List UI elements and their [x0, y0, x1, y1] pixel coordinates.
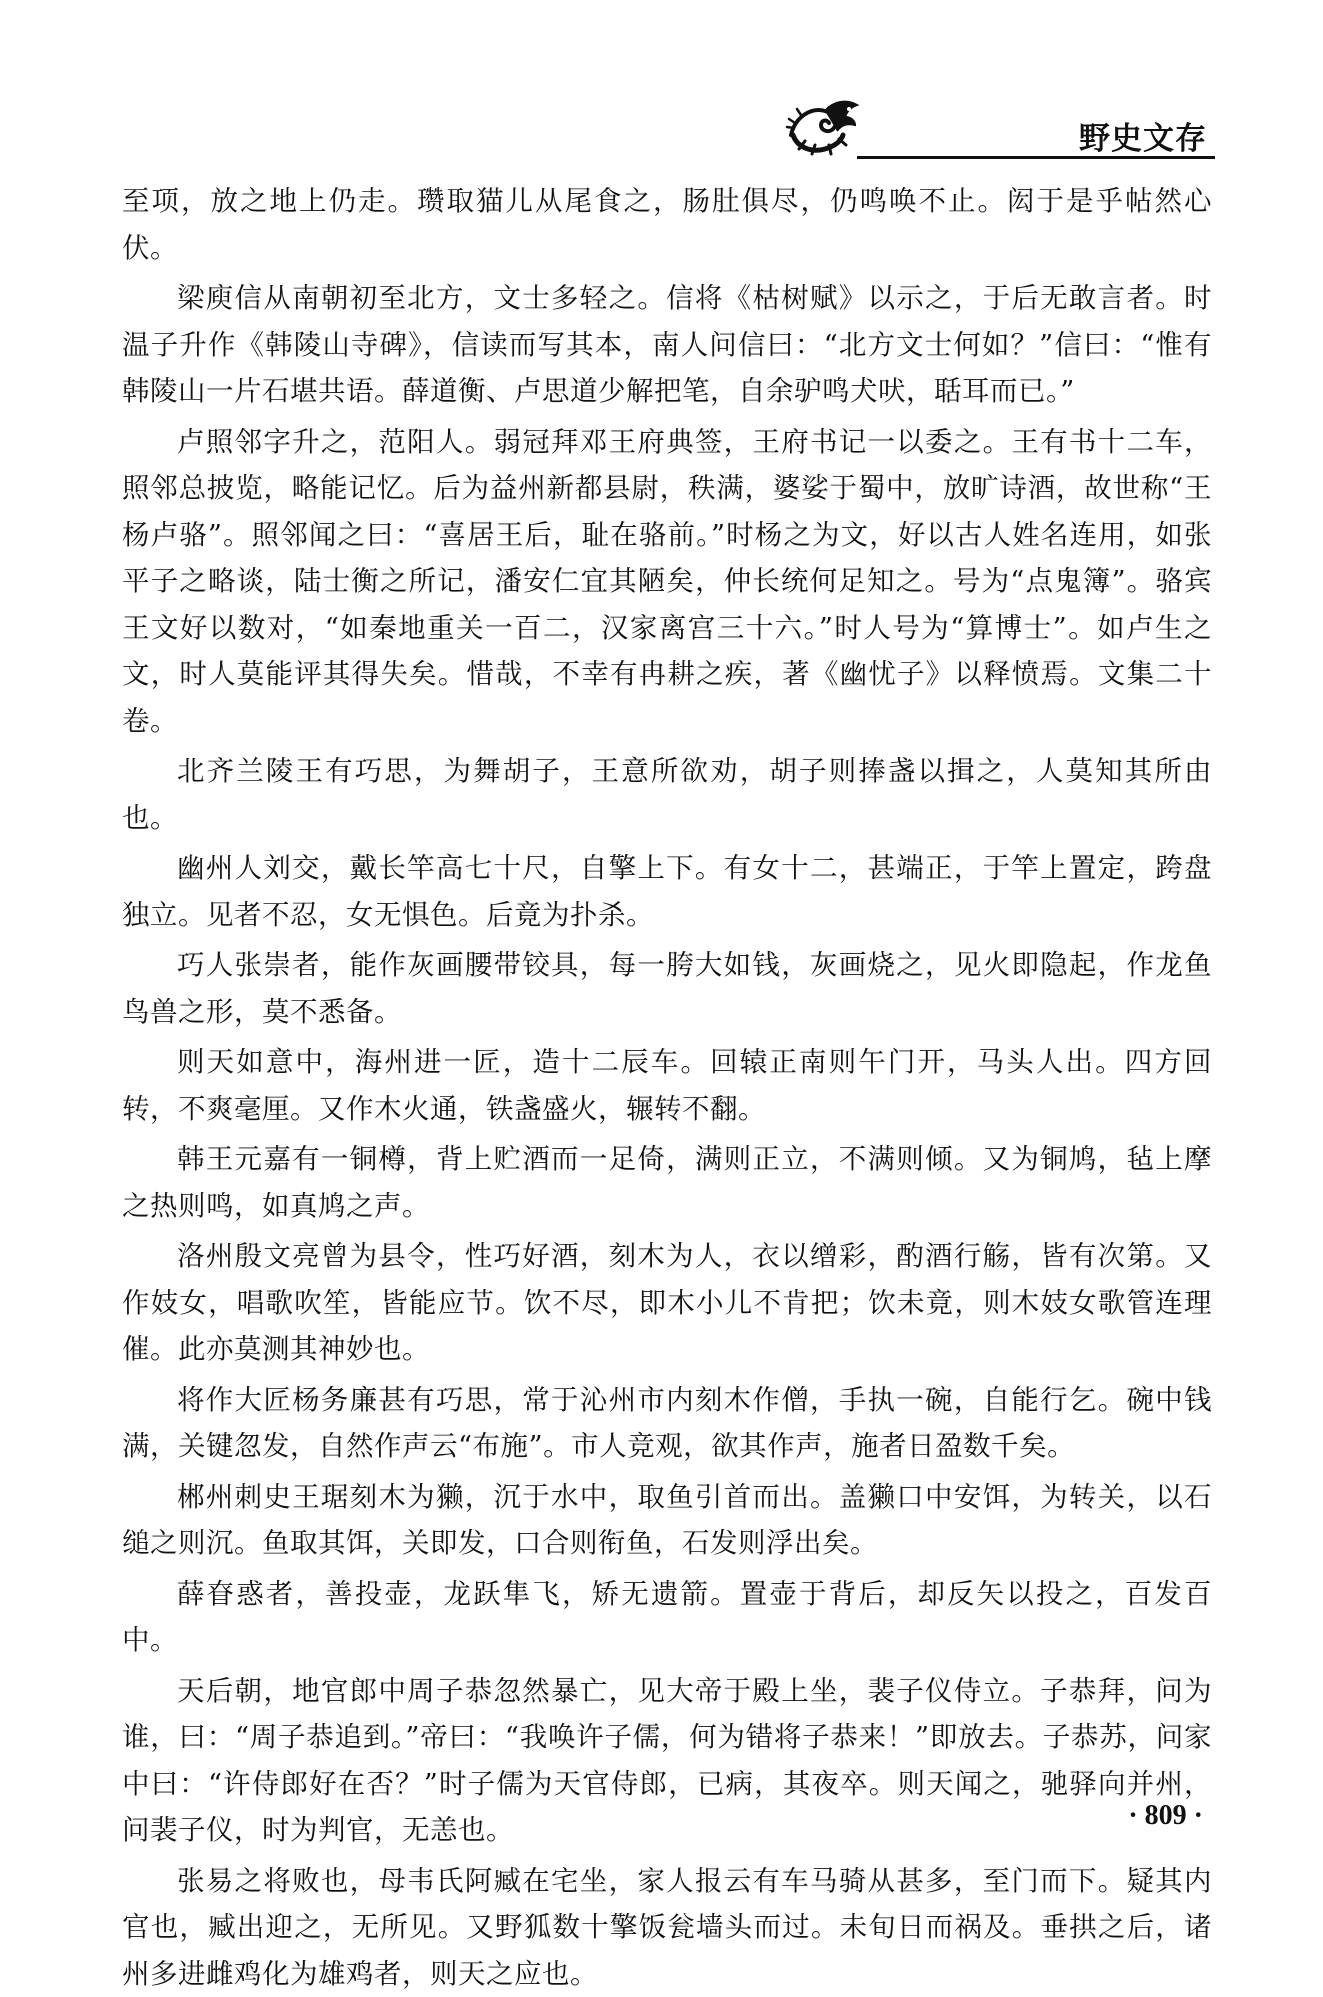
running-header [785, 95, 1215, 165]
page-number: · 809 · [1128, 1800, 1203, 1832]
paragraph: 薛眘惑者，善投壶，龙跃隼飞，矫无遗箭。置壶于背后，却反矢以投之，百发百中。 [122, 1571, 1212, 1664]
paragraph: 天后朝，地官郎中周子恭忽然暴亡，见大帝于殿上坐，裴子仪侍立。子恭拜，问为谁，曰：“周子恭追到。”帝曰：“我唤许子儒，何为错将子恭来！”即放去。子恭苏，问家中曰：“许侍郎好在否？”时子儒为天官侍郎，已病，其夜卒。则天闻之，驰驿向并州，问裴子仪，时为判官，无恙也。 [122, 1668, 1212, 1854]
paragraph: 张易之将败也，母韦氏阿臧在宅坐，家人报云有车马骑从甚多，至门而下。疑其内官也，臧出迎之，无所见。又野狐数十擎饭瓮墙头而过。未旬日而祸及。垂拱之后，诸州多进雌鸡化为雄鸡者，则天之应也。 [122, 1858, 1212, 1997]
header-rule [857, 156, 1215, 159]
series-title: 野史文存 [1079, 113, 1207, 158]
paragraph: 韩王元嘉有一铜樽，背上贮酒而一足倚，满则正立，不满则倾。又为铜鸠，毡上摩之热则鸣，如真鸠之声。 [122, 1136, 1212, 1229]
paragraph: 梁庾信从南朝初至北方，文士多轻之。信将《枯树赋》以示之，于后无敢言者。时温子升作《韩陵山寺碑》，信读而写其本，南人问信曰：“北方文士何如？”信曰：“惟有韩陵山一片石堪共语。薛道衡、卢思道少解把笔，自余驴鸣犬吠，聒耳而已。” [122, 275, 1212, 415]
paragraph: 巧人张崇者，能作灰画腰带铰具，每一胯大如钱，灰画烧之，见火即隐起，作龙鱼鸟兽之形，莫不悉备。 [122, 942, 1212, 1035]
paragraph: 洛州殷文亮曾为县令，性巧好酒，刻木为人，衣以缯彩，酌酒行觞，皆有次第。又作妓女，唱歌吹笙，皆能应节。饮不尽，即木小儿不肯把；饮未竟，则木妓女歌管连理催。此亦莫测其神妙也。 [122, 1233, 1212, 1373]
paragraph: 至项，放之地上仍走。瓒取猫儿从尾食之，肠肚俱尽，仍鸣唤不止。闳于是乎帖然心伏。 [122, 178, 1212, 271]
paragraph: 卢照邻字升之，范阳人。弱冠拜邓王府典签，王府书记一以委之。王有书十二车，照邻总披览，略能记忆。后为益州新都县尉，秩满，婆娑于蜀中，放旷诗酒，故世称“王杨卢骆”。照邻闻之曰：“喜居王后，耻在骆前。”时杨之为文，好以古人姓名连用，如张平子之略谈，陆士衡之所记，潘安仁宜其陋矣，仲长统何足知之。号为“点鬼簿”。骆宾王文好以数对，“如秦地重关一百二，汉家离宫三十六。”时人号为“算博士”。如卢生之文，时人莫能评其得失矣。惜哉，不幸有冉耕之疾，著《幽忧子》以释愤焉。文集二十卷。 [122, 419, 1212, 745]
paragraph: 将作大匠杨务廉甚有巧思，常于沁州市内刻木作僧，手执一碗，自能行乞。碗中钱满，关键忽发，自然作声云“布施”。市人竞观，欲其作声，施者日盈数千矣。 [122, 1377, 1212, 1470]
dragon-emblem-icon [785, 95, 863, 157]
paragraph: 北齐兰陵王有巧思，为舞胡子，王意所欲劝，胡子则捧盏以揖之，人莫知其所由也。 [122, 748, 1212, 841]
paragraph: 幽州人刘交，戴长竿高七十尺，自擎上下。有女十二，甚端正，于竿上置定，跨盘独立。见者不忍，女无惧色。后竟为扑杀。 [122, 845, 1212, 938]
paragraph: 郴州刺史王琚刻木为獭，沉于水中，取鱼引首而出。盖獭口中安饵，为转关，以石缒之则沉。鱼取其饵，关即发，口合则衔鱼，石发则浮出矣。 [122, 1474, 1212, 1567]
paragraph: 则天如意中，海州进一匠，造十二辰车。回辕正南则午门开，马头人出。四方回转，不爽毫厘。又作木火通，铁盏盛火，辗转不翻。 [122, 1039, 1212, 1132]
main-text [122, 178, 1212, 1997]
